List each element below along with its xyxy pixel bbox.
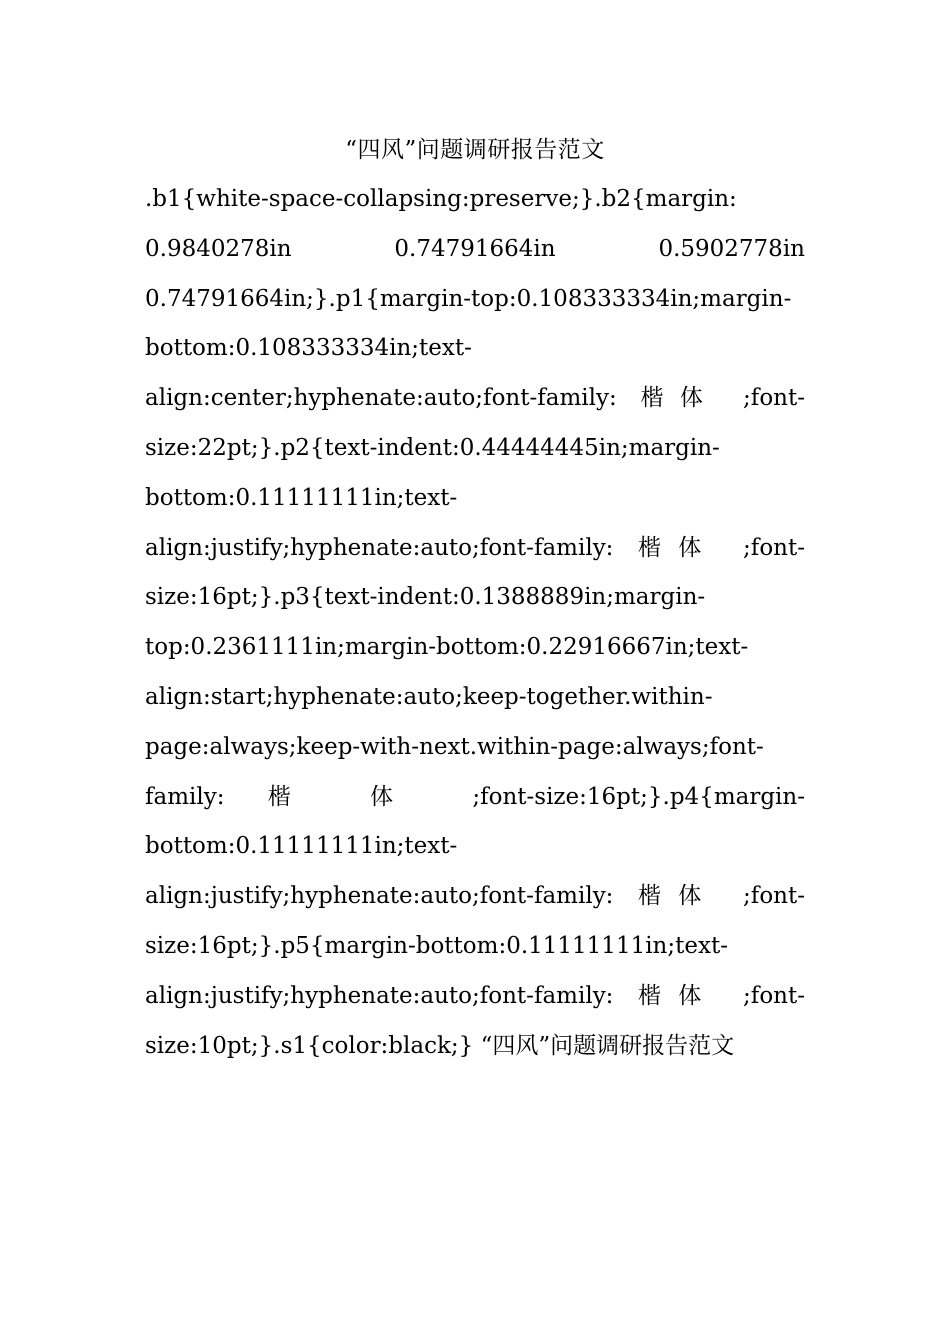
- document-body-text: .b1{white-space-collapsing:preserve;}.b2{margin: 0.9840278in 0.74791664in 0.5902778in 0.74791664in;}.p1{margin-top:0.108333334in;margin-bottom:0.108333334in;text-align:center;hyphenate:auto;font-family: 楷体 ;font-size:22pt;}.p2{text-indent:0.44444445in;margin-bottom:0.11111111in;text-align:justify;hyphenate:auto;font-family: 楷体 ;font-size:16pt;}.p3{text-indent:0.1388889in;margin-top:0.2361111in;margin-bottom:0.22916667in;text-align:start;hyphenate:auto;keep-together.within-page:always;keep-with-next.within-page:always;font-family: 楷 体 ;font-size:16pt;}.p4{margin-bottom:0.11111111in;text-align:justify;hyphenate:auto;font-family: 楷体 ;font-size:16pt;}.p5{margin-bottom:0.11111111in;text-align:justify;hyphenate:auto;font-family: 楷体 ;font-size:10pt;}.s1{color:black;} “四风”问题调研报告范文: [145, 186, 805, 1059]
- document-title: “四风”问题调研报告范文: [345, 137, 605, 163]
